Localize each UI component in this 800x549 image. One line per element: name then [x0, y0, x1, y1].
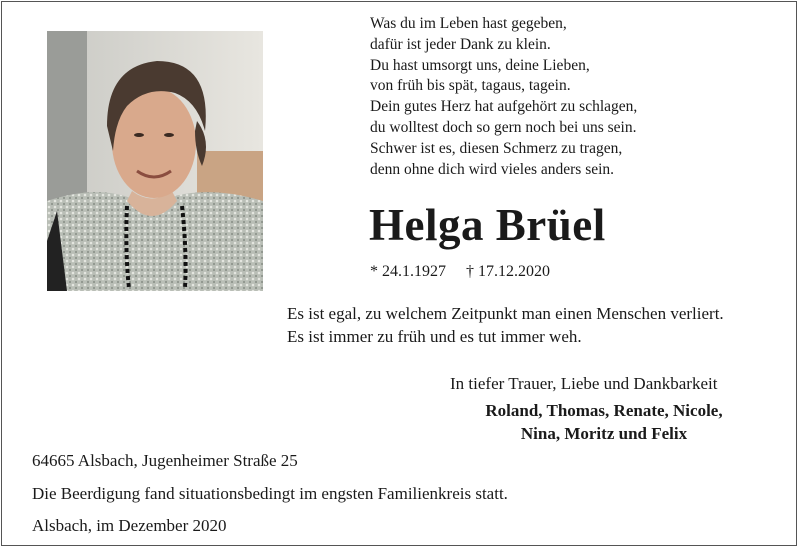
memorial-quote: [287, 302, 724, 348]
poem-line: du wolltest doch so gern noch bei uns sein.: [370, 118, 637, 136]
memorial-poem: [370, 14, 637, 180]
poem-line: Dein gutes Herz hat aufgehört zu schlagen,: [370, 98, 638, 116]
death-date: † 17.12.2020: [466, 263, 550, 280]
address: 64665 Alsbach, Jugenheimer Straße 25: [32, 451, 298, 470]
funeral-note: Die Beerdigung fand situationsbedingt im engsten Familienkreis statt.: [32, 484, 508, 503]
poem-line: denn ohne dich wird vieles anders sein.: [370, 160, 615, 178]
poem-line: Du hast umsorgt uns, deine Lieben,: [370, 56, 590, 74]
place-and-date: Alsbach, im Dezember 2020: [32, 516, 227, 535]
poem-line: Schwer ist es, diesen Schmerz zu tragen,: [370, 139, 623, 157]
mourning-intro: In tiefer Trauer, Liebe und Dankbarkeit: [450, 374, 718, 393]
portrait-image: [47, 31, 263, 291]
poem-line: von früh bis spät, tagaus, tagein.: [370, 77, 571, 95]
portrait-photo: [47, 31, 263, 291]
mourner-names: [444, 399, 764, 445]
birth-date: * 24.1.1927: [370, 263, 446, 280]
mourner-names-line: Nina, Moritz und Felix: [520, 424, 688, 443]
quote-line: Es ist immer zu früh und es tut immer weh.: [287, 327, 582, 346]
deceased-name: Helga Brüel: [369, 200, 606, 250]
poem-line: Was du im Leben hast gegeben,: [370, 15, 567, 32]
quote-line: Es ist egal, zu welchem Zeitpunkt man einen Menschen verliert.: [287, 304, 724, 323]
mourner-names-line: Roland, Thomas, Renate, Nicole,: [485, 401, 723, 420]
poem-line: dafür ist jeder Dank zu klein.: [370, 35, 551, 53]
